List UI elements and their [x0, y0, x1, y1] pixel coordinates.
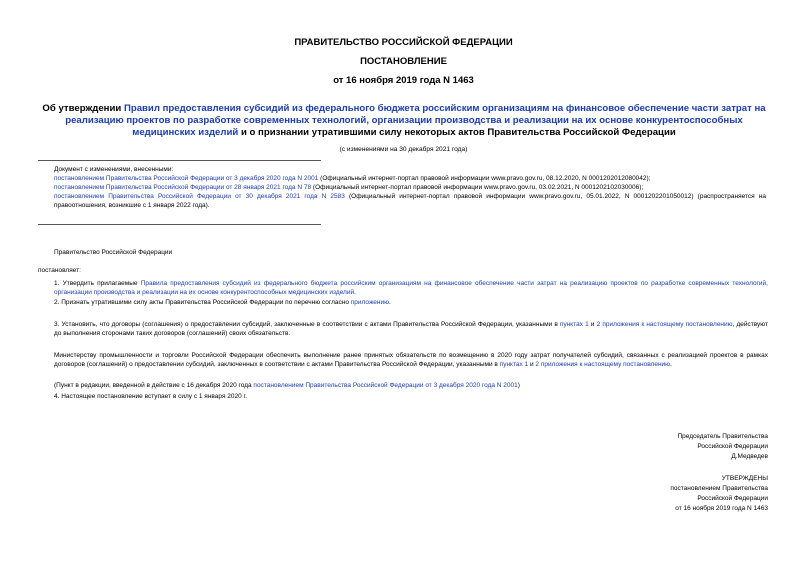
paragraph-6: 4. Настоящее постановление вступает в силу с 1 января 2020 г. [54, 393, 247, 400]
rules-link[interactable]: Правила предоставления субсидий из федерального бюджета российским организациям на финансовое обеспечение части затрат на реализацию проектов по разработке современных технологий, организации производства и реализации на их основе конкурентоспособных медицинских изделий [54, 280, 768, 296]
points-link[interactable]: пунктах 1 [559, 321, 589, 328]
paragraph-4: Министерству промышленности и торговли Российской Федерации обеспечить выполнение ранее принятых обязательств по возмещению в 2020 году затрат получателей субсидий, связанных с реализацией проектов в рамках договоров (соглашений) о предоставлении субсидий, заключенных в соответствии с актами Правительства Российской Федерации, указанными в пунктах 1 и 2 приложения к настоящему постановлению. [54, 352, 768, 368]
paragraph-3: 3. Установить, что договоры (соглашения) о предоставлении субсидий, заключенные в соответствии с актами Правительства Российской Федерации, указанными в пунктах 1 и 2 приложения к настоящему постановлению, действуют до выполнения сторонами таких договоров (соглашений) своих обязательств. [54, 321, 768, 337]
signature-position: Председатель Правительства [677, 433, 768, 440]
appendix-link[interactable]: приложению [350, 299, 389, 306]
points-link[interactable]: пунктах 1 [499, 361, 529, 368]
doc-date-number: от 16 ноября 2019 года N 1463 [333, 75, 474, 86]
change-item: постановлением Правительства Российской Федерации от 30 декабря 2021 года N 2583 (Официальный интернет-портал правовой информации www.pravo.gov.ru, 05.01.2022, N 0001202201050012) (распространяется на правоотношения, возникшие с 1 января 2022 года). [54, 193, 766, 209]
title-prefix: Об утверждении [42, 103, 124, 114]
change-item: постановлением Правительства Российской Федерации от 3 декабря 2020 года N 2001 (Официальный интернет-портал правовой информации www.pravo.gov.ru, 08.12.2020, N 0001202012080042); [54, 175, 651, 182]
appendix-points-link[interactable]: 2 приложения к настоящему постановлению [596, 321, 733, 328]
approved-country: Российской Федерации [697, 495, 768, 502]
signature-name: Д.Медведев [731, 453, 768, 460]
rules-title-link[interactable]: Правил предоставления субсидий из федерального бюджета российским организациям на финансовое обеспечение части затрат на реализацию проектов по разработке современных технологий, организации производства и реализации на их основе конкурентоспособных медицинских изделий [65, 103, 766, 138]
gov-rf-line: Правительство Российской Федерации [54, 249, 173, 256]
amendment-link[interactable]: постановлением Правительства Российской Федерации от 3 декабря 2020 года N 2001 [253, 382, 518, 389]
decrees-line: постановляет: [38, 267, 81, 274]
approved-block [670, 474, 768, 514]
change-link[interactable]: постановлением Правительства Российской Федерации от 30 декабря 2021 года N 2583 [54, 193, 345, 200]
approved-date: от 16 ноября 2019 года N 1463 [675, 505, 768, 512]
title-suffix: и о признании утратившими силу некоторых актов Правительства Российской Федерации [238, 127, 676, 138]
bottom-divider [38, 224, 321, 225]
change-link[interactable]: постановлением Правительства Российской Федерации от 3 декабря 2020 года N 2001 [54, 175, 319, 182]
paragraph-1: 1. Утвердить прилагаемые Правила предоставления субсидий из федерального бюджета российским организациям на финансовое обеспечение части затрат на реализацию проектов по разработке современных технологий, организации производства и реализации на их основе конкурентоспособных медицинских изделий. [54, 280, 768, 296]
paragraph-2: 2. Признать утратившими силу акты Правительства Российской Федерации по перечню согласно приложению. [54, 299, 391, 306]
document-title [34, 103, 774, 139]
approved-by: постановлением Правительства [670, 485, 768, 492]
approved-heading: УТВЕРЖДЕНЫ [721, 475, 768, 482]
paragraph-5: (Пункт в редакции, введенной в действие с 16 декабря 2020 года постановлением Правительства Российской Федерации от 3 декабря 2020 года N 2001) [54, 382, 520, 389]
doc-type-heading: ПОСТАНОВЛЕНИЕ [360, 56, 447, 67]
government-heading: ПРАВИТЕЛЬСТВО РОССИЙСКОЙ ФЕДЕРАЦИИ [294, 37, 513, 48]
changes-block [38, 165, 766, 210]
appendix-points-link[interactable]: 2 приложения к настоящему постановлению [535, 361, 671, 368]
edition-note: (с изменениями на 30 декабря 2021 года) [339, 146, 468, 153]
signature-block [677, 432, 768, 462]
changes-intro: Документ с изменениями, внесенными: [54, 166, 174, 173]
change-link[interactable]: постановлением Правительства Российской Федерации от 28 января 2021 года N 78 [54, 184, 312, 191]
change-item: постановлением Правительства Российской Федерации от 28 января 2021 года N 78 (Официальный интернет-портал правовой информации www.pravo.gov.ru, 03.02.2021, N 0001202102030006); [54, 184, 644, 191]
signature-country: Российской Федерации [697, 443, 768, 450]
top-divider [38, 160, 321, 161]
